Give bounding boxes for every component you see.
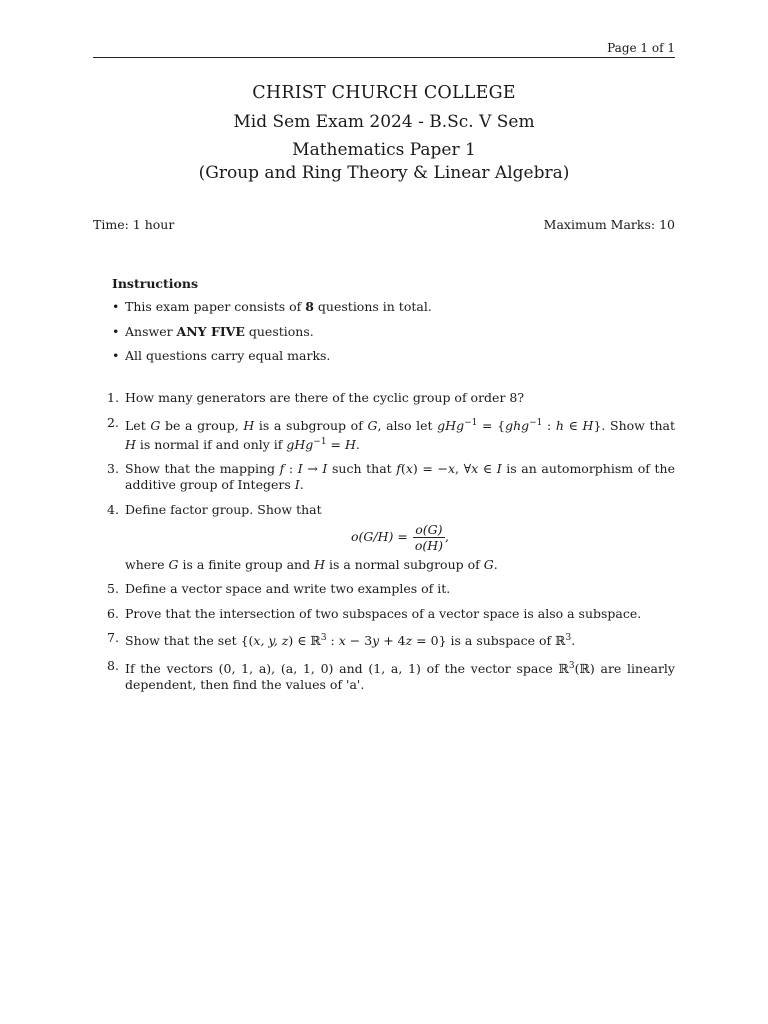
header-rule: [93, 57, 675, 58]
instruction-item: • Answer ANY FIVE questions.: [112, 324, 675, 340]
question-3: 3. Show that the mapping f : I → I such that f(x) = −x, ∀x ∈ I is an automorphism of the additive group of Integers I.: [107, 461, 675, 493]
question-number: 2.: [107, 414, 119, 430]
question-list: [93, 390, 675, 702]
question-number: 3.: [107, 461, 119, 477]
question-number: 8.: [107, 657, 119, 673]
paper-title: Mathematics Paper 1: [292, 140, 476, 160]
instructions-heading: Instructions: [112, 276, 199, 291]
question-4: 4. Define factor group. Show that o(G/H) = $\frac{o(G)}{o(H)}$ , where G is a finite group and H is a normal subgroup of G.: [93, 502, 675, 573]
question-number: 7.: [107, 630, 119, 646]
question-2: 2. Let G be a group, H is a subgroup of G, also let gHg$^{-1}$ = {ghg$^{-1}$ : h ∈ H}. Show that H is normal if and only if gHg$^{-1}$ = H.: [107, 414, 676, 452]
question-number: 6.: [107, 605, 119, 621]
time-allowed: Time: 1 hour: [93, 217, 175, 232]
exam-meta: [93, 217, 675, 232]
college-name: CHRIST CHURCH COLLEGE: [252, 83, 516, 103]
paper-subtitle: (Group and Ring Theory & Linear Algebra): [198, 163, 570, 183]
page-number: Page 1 of 1: [607, 41, 675, 55]
instruction-item: • All questions carry equal marks.: [112, 348, 675, 364]
question-5: 5. Define a vector space and write two examples of it.: [107, 581, 451, 597]
question-6: 6. Prove that the intersection of two subspaces of a vector space is also a subspace.: [107, 605, 642, 621]
instruction-item: • This exam paper consists of 8 questions in total.: [112, 299, 675, 315]
question-1: 1. How many generators are there of the cyclic group of order 8?: [107, 390, 525, 405]
order-formula: o(G/H) = $\frac{o(G)}{o(H)}$ ,: [351, 521, 449, 553]
question-number: 4.: [107, 501, 119, 517]
instructions-section: [112, 276, 675, 373]
question-number: 5.: [107, 581, 119, 597]
question-7: 7. Show that the set {(x, y, z) ∈ ℝ$^3$ : x − 3y + 4z = 0} is a subspace of ℝ$^3$.: [107, 630, 576, 649]
exam-title: Mid Sem Exam 2024 - B.Sc. V Sem: [233, 112, 535, 132]
maximum-marks: Maximum Marks: 10: [543, 217, 675, 232]
question-8: 8. If the vectors (0, 1, a), (a, 1, 0) and (1, a, 1) of the vector space ℝ$^3$(ℝ) are linearly dependent, then find the values of 'a'.: [107, 657, 675, 693]
title-block: [93, 81, 675, 185]
fraction: $\frac{o(G)}{o(H)}$: [414, 521, 444, 553]
question-number: 1.: [107, 390, 119, 405]
